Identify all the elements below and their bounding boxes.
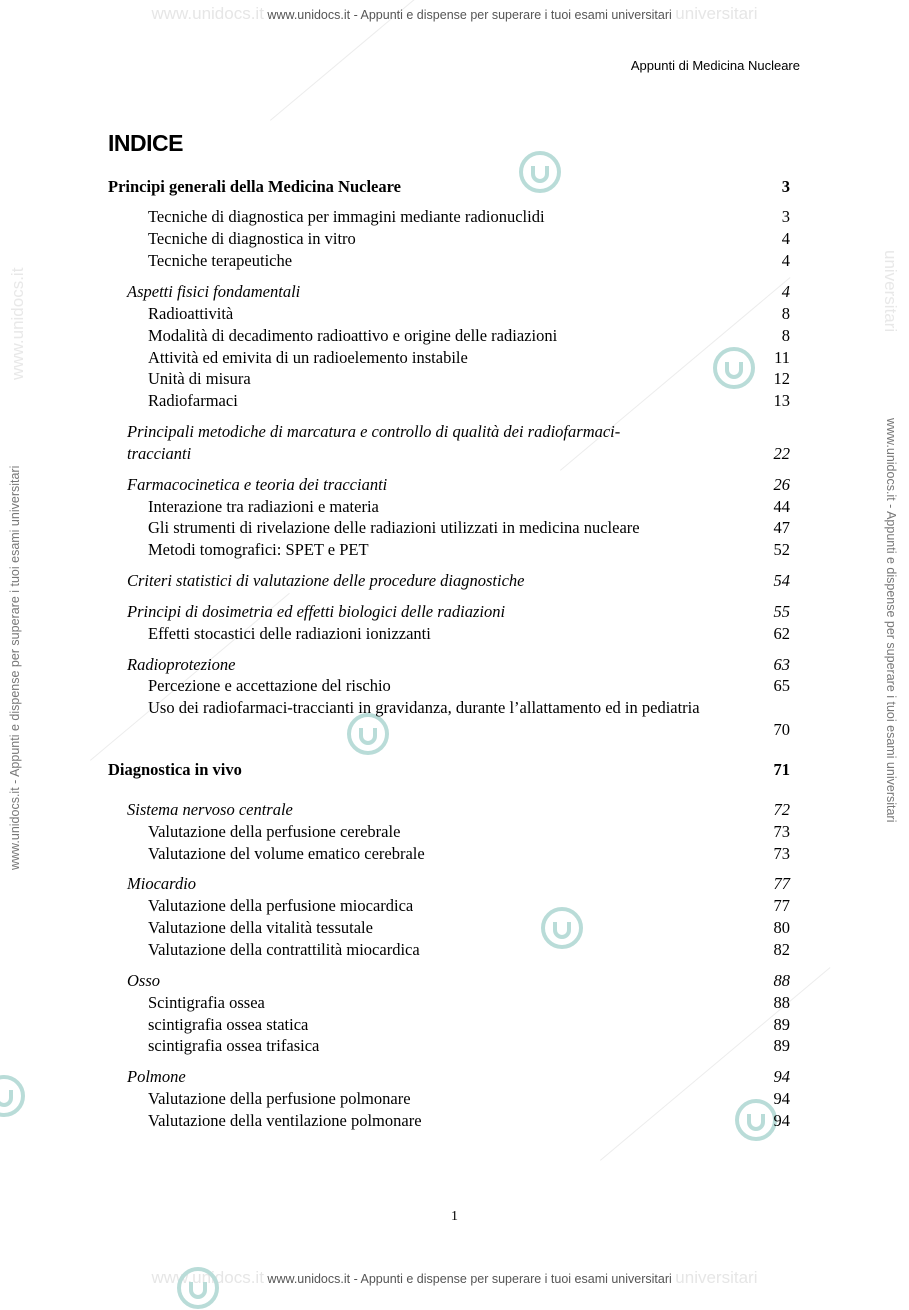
toc-entry-title: Criteri statistici di valutazione delle procedure diagnostiche — [127, 571, 525, 590]
toc-entry-page: 52 — [773, 540, 790, 559]
toc-entry — [0, 1015, 909, 1037]
toc-entry-page: 77 — [773, 896, 790, 915]
toc-entry-page: 89 — [773, 1015, 790, 1034]
watermark-text: www.unidocs.it - Appunti e dispense per superare i tuoi esami universitari — [267, 1272, 672, 1286]
watermark-ghost-right: universitari — [675, 4, 758, 23]
toc-entry — [0, 251, 909, 273]
toc-entry-title: Valutazione della contrattilità miocardica — [148, 940, 420, 959]
toc-entry-title: Tecniche terapeutiche — [148, 251, 293, 270]
toc-entry-title: Tecniche di diagnostica per immagini mediante radionuclidi — [148, 207, 545, 226]
watermark-left: www.unidocs.it - Appunti e dispense per superare i tuoi esami universitari — [8, 465, 22, 870]
toc-entry-page: 26 — [773, 475, 790, 494]
toc-entry-page: 94 — [773, 1067, 790, 1086]
toc-entry-page: 63 — [773, 655, 790, 674]
toc-entry-page: 8 — [781, 326, 790, 345]
toc-entry — [0, 177, 909, 199]
toc-entry-page: 54 — [773, 571, 790, 590]
toc-entry — [0, 940, 909, 962]
toc-entry-page: 88 — [773, 993, 790, 1012]
toc-entry-title: Scintigrafia ossea — [148, 993, 265, 1012]
toc-entry — [0, 518, 909, 540]
toc-entry — [0, 282, 909, 304]
toc-entry-page: 94 — [773, 1111, 790, 1130]
watermark-top — [0, 4, 909, 24]
toc-entry — [0, 348, 909, 370]
toc-entry — [0, 1036, 909, 1058]
toc-entry-title: Valutazione della perfusione cerebrale — [148, 822, 401, 841]
toc-entry-page: 77 — [773, 874, 790, 893]
toc-entry-title: Miocardio — [127, 874, 197, 893]
toc-entry-title: Principali metodiche di marcatura e controllo di qualità dei radiofarmaci- — [127, 422, 621, 441]
toc-entry-title: Principi generali della Medicina Nucleare — [108, 177, 401, 196]
watermark-right: www.unidocs.it - Appunti e dispense per superare i tuoi esami universitari — [884, 418, 898, 823]
toc-entry — [0, 1111, 909, 1133]
toc-entry — [0, 229, 909, 251]
toc-entry — [0, 822, 909, 844]
toc-entry — [0, 540, 909, 562]
toc-entry-title: Attività ed emivita di un radioelemento instabile — [148, 348, 468, 367]
toc-entry-page: 82 — [773, 940, 790, 959]
page-number: 1 — [451, 1209, 458, 1224]
toc-entry-title: Valutazione della vitalità tessutale — [148, 918, 373, 937]
toc-entry-title: Radiofarmaci — [148, 391, 238, 410]
toc-entry — [0, 602, 909, 624]
toc-entry — [0, 1089, 909, 1111]
toc-entry-page: 73 — [773, 844, 790, 863]
toc-entry — [0, 1067, 909, 1089]
toc-entry-page: 89 — [773, 1036, 790, 1055]
toc-entry — [0, 391, 909, 413]
toc-entry-page: 72 — [773, 800, 790, 819]
toc-entry-page: 80 — [773, 918, 790, 937]
toc-entry — [0, 475, 909, 497]
toc-entry-title: Tecniche di diagnostica in vitro — [148, 229, 356, 248]
toc-entry-page: 13 — [773, 391, 790, 410]
toc-entry — [0, 844, 909, 866]
toc-entry-title: Polmone — [127, 1067, 186, 1086]
toc-entry — [0, 698, 909, 720]
toc-entry — [0, 655, 909, 677]
watermark-bottom — [0, 1268, 909, 1288]
toc-entry-title: Modalità di decadimento radioattivo e origine delle radiazioni — [148, 326, 558, 345]
toc-entry-title: Valutazione della ventilazione polmonare — [148, 1111, 422, 1130]
toc-entry-page: 3 — [781, 207, 790, 226]
toc-entry — [0, 497, 909, 519]
watermark-ghost-side: universitari — [881, 250, 900, 333]
toc-entry — [0, 993, 909, 1015]
watermark-text: www.unidocs.it - Appunti e dispense per superare i tuoi esami universitari — [267, 8, 672, 22]
toc-entry-title: Unità di misura — [148, 369, 251, 388]
toc-entry-title: Valutazione del volume ematico cerebrale — [148, 844, 425, 863]
toc-entry — [0, 369, 909, 391]
toc-entry-page: 4 — [781, 282, 790, 301]
toc-entry-page: 88 — [773, 971, 790, 990]
toc-entry-page: 71 — [773, 760, 790, 779]
toc-entry — [0, 874, 909, 896]
toc-entry-page: 4 — [781, 251, 790, 270]
watermark-ghost-side: www.unidocs.it — [8, 267, 27, 380]
running-header: Appunti di Medicina Nucleare — [630, 58, 800, 73]
toc-entry-title: Valutazione della perfusione polmonare — [148, 1089, 411, 1108]
toc-entry — [0, 624, 909, 646]
toc-entry-title: Metodi tomografici: SPET e PET — [148, 540, 369, 559]
toc-entry — [0, 760, 909, 782]
toc-entry-title: Aspetti fisici fondamentali — [127, 282, 301, 301]
toc-entry-page: 44 — [773, 497, 790, 516]
toc-entry — [0, 676, 909, 698]
toc-entry-title: Effetti stocastici delle radiazioni ionizzanti — [148, 624, 431, 643]
toc-entry-page: 94 — [773, 1089, 790, 1108]
toc-entry-page: 4 — [781, 229, 790, 248]
toc-entry-title: Diagnostica in vivo — [108, 760, 242, 779]
toc-entry-title: Sistema nervoso centrale — [127, 800, 293, 819]
page-title: INDICE — [108, 130, 183, 156]
toc-entry-title: Radioprotezione — [127, 655, 236, 674]
toc-entry-title: Uso dei radiofarmaci-traccianti in gravidanza, durante l’allattamento ed in pediatria — [148, 698, 700, 717]
toc-entry-page: 47 — [773, 518, 790, 537]
toc-entry-title: Interazione tra radiazioni e materia — [148, 497, 379, 516]
toc-entry — [0, 971, 909, 993]
toc-entry-page: 11 — [774, 348, 790, 367]
toc-entry — [0, 207, 909, 229]
watermark-ghost-left: www.unidocs.it — [151, 4, 264, 23]
toc-entry-title: scintigrafia ossea statica — [148, 1015, 309, 1034]
toc-entry — [0, 422, 909, 444]
toc-entry — [0, 896, 909, 918]
toc-entry — [0, 720, 909, 742]
toc-entry-page: 73 — [773, 822, 790, 841]
toc-entry-title: Gli strumenti di rivelazione delle radiazioni utilizzati in medicina nucleare — [148, 518, 640, 537]
toc-entry-title: Osso — [127, 971, 161, 990]
toc-entry — [0, 444, 909, 466]
toc-entry-page: 55 — [773, 602, 790, 621]
toc-entry — [0, 571, 909, 593]
toc-entry — [0, 918, 909, 940]
toc-entry-page: 12 — [773, 369, 790, 388]
toc-entry-title: Percezione e accettazione del rischio — [148, 676, 391, 695]
watermark-ghost-left: www.unidocs.it — [151, 1268, 264, 1287]
toc-entry-title: Principi di dosimetria ed effetti biologici delle radiazioni — [127, 602, 506, 621]
toc-entry-page: 65 — [773, 676, 790, 695]
toc-entry-page: 70 — [773, 720, 790, 739]
toc-entry — [0, 800, 909, 822]
toc-entry-page: 8 — [781, 304, 790, 323]
toc-entry-title: Valutazione della perfusione miocardica — [148, 896, 414, 915]
watermark-ghost-right: universitari — [675, 1268, 758, 1287]
toc-entry-title: Farmacocinetica e teoria dei traccianti — [127, 475, 388, 494]
toc-entry-page: 3 — [781, 177, 790, 196]
toc-entry — [0, 304, 909, 326]
toc-entry-title: traccianti — [127, 444, 192, 463]
toc-entry-title: scintigrafia ossea trifasica — [148, 1036, 320, 1055]
toc-entry — [0, 326, 909, 348]
unidocs-logo-icon — [176, 1266, 220, 1310]
toc-entry-title: Radioattività — [148, 304, 234, 323]
toc-entry-page: 62 — [773, 624, 790, 643]
toc-entry-page: 22 — [773, 444, 790, 463]
